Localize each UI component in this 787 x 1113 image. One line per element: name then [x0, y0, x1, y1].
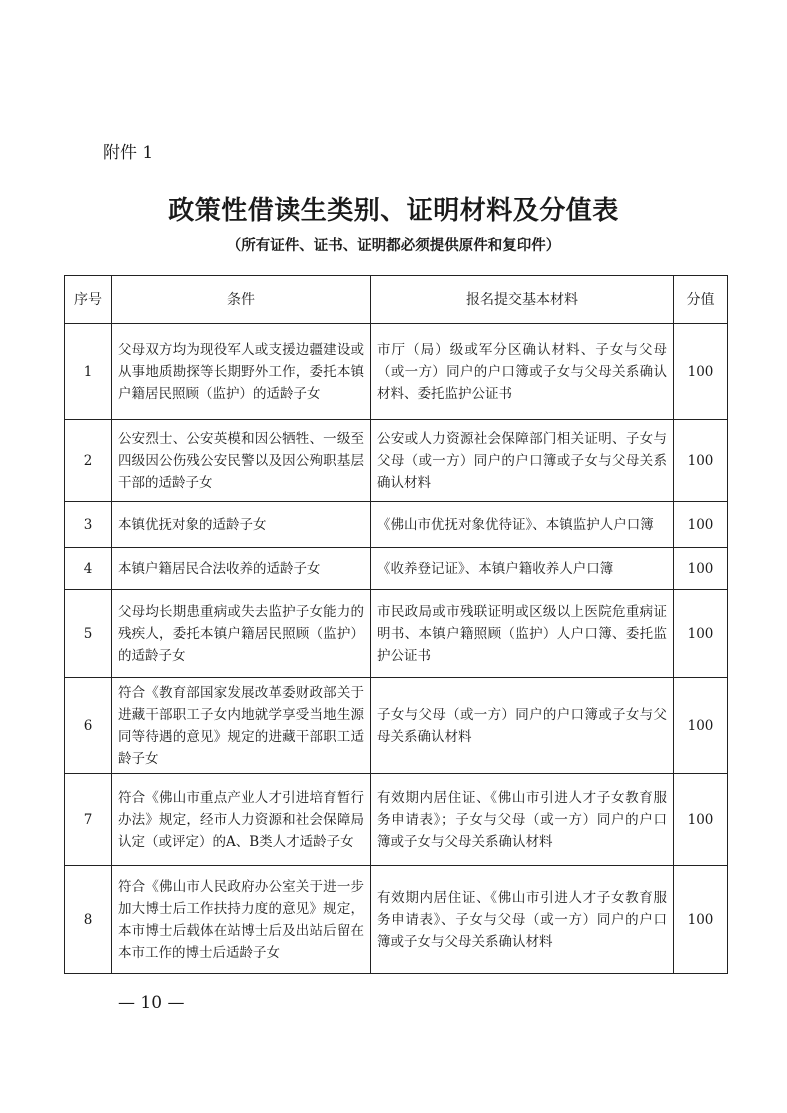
row-score: 100	[674, 774, 728, 866]
row-materials: 有效期内居住证、《佛山市引进人才子女教育服务申请表》；子女与父母（或一方）同户的户口簿或子女与父母关系确认材料	[371, 774, 674, 866]
row-materials: 市厅（局）级或军分区确认材料、子女与父母（或一方）同户的户口簿或子女与父母关系确认材料、委托监护公证书	[371, 324, 674, 420]
row-score: 100	[674, 548, 728, 590]
row-condition: 符合《佛山市重点产业人才引进培育暂行办法》规定，经市人力资源和社会保障局认定（或评定）的A、B类人才适龄子女	[112, 774, 371, 866]
row-no: 3	[65, 502, 112, 548]
header-no: 序号	[65, 276, 112, 324]
table-row	[65, 324, 728, 420]
row-score: 100	[674, 590, 728, 678]
row-condition: 本镇优抚对象的适龄子女	[112, 502, 371, 548]
row-no: 7	[65, 774, 112, 866]
row-no: 5	[65, 590, 112, 678]
row-condition: 本镇户籍居民合法收养的适龄子女	[112, 548, 371, 590]
table-row	[65, 420, 728, 502]
row-no: 2	[65, 420, 112, 502]
table-row	[65, 678, 728, 774]
table-row	[65, 774, 728, 866]
row-materials: 市民政局或市残联证明或区级以上医院危重病证明书、本镇户籍照顾（监护）人户口簿、委托监护公证书	[371, 590, 674, 678]
row-materials: 公安或人力资源社会保障部门相关证明、子女与父母（或一方）同户的户口簿或子女与父母关系确认材料	[371, 420, 674, 502]
header-score: 分值	[674, 276, 728, 324]
row-no: 8	[65, 866, 112, 974]
row-score: 100	[674, 678, 728, 774]
row-score: 100	[674, 866, 728, 974]
table-row	[65, 548, 728, 590]
row-condition: 父母双方均为现役军人或支援边疆建设或从事地质勘探等长期野外工作，委托本镇户籍居民照顾（监护）的适龄子女	[112, 324, 371, 420]
row-condition: 父母均长期患重病或失去监护子女能力的残疾人，委托本镇户籍居民照顾（监护）的适龄子女	[112, 590, 371, 678]
row-condition: 符合《佛山市人民政府办公室关于进一步加大博士后工作扶持力度的意见》规定，本市博士后载体在站博士后及出站后留在本市工作的博士后适龄子女	[112, 866, 371, 974]
row-condition: 公安烈士、公安英模和因公牺牲、一级至四级因公伤残公安民警以及因公殉职基层干部的适龄子女	[112, 420, 371, 502]
table-row	[65, 502, 728, 548]
row-score: 100	[674, 420, 728, 502]
row-score: 100	[674, 324, 728, 420]
row-no: 6	[65, 678, 112, 774]
row-materials: 《佛山市优抚对象优待证》、本镇监护人户口簿	[371, 502, 674, 548]
row-materials: 子女与父母（或一方）同户的户口簿或子女与父母关系确认材料	[371, 678, 674, 774]
header-materials: 报名提交基本材料	[371, 276, 674, 324]
header-condition: 条件	[112, 276, 371, 324]
page-subtitle: （所有证件、证书、证明都必须提供原件和复印件）	[226, 237, 561, 254]
row-no: 4	[65, 548, 112, 590]
table-row	[65, 866, 728, 974]
row-condition: 符合《教育部国家发展改革委财政部关于进藏干部职工子女内地就学享受当地生源同等待遇的意见》规定的进藏干部职工适龄子女	[112, 678, 371, 774]
attachment-label: 附件 1	[103, 143, 154, 163]
row-no: 1	[65, 324, 112, 420]
row-materials: 有效期内居住证、《佛山市引进人才子女教育服务申请表》、子女与父母（或一方）同户的户口簿或子女与父母关系确认材料	[371, 866, 674, 974]
page-number: — 10 —	[118, 993, 185, 1013]
policy-table	[64, 275, 728, 974]
row-score: 100	[674, 502, 728, 548]
table-row	[65, 590, 728, 678]
page-title: 政策性借读生类别、证明材料及分值表	[168, 196, 619, 226]
row-materials: 《收养登记证》、本镇户籍收养人户口簿	[371, 548, 674, 590]
